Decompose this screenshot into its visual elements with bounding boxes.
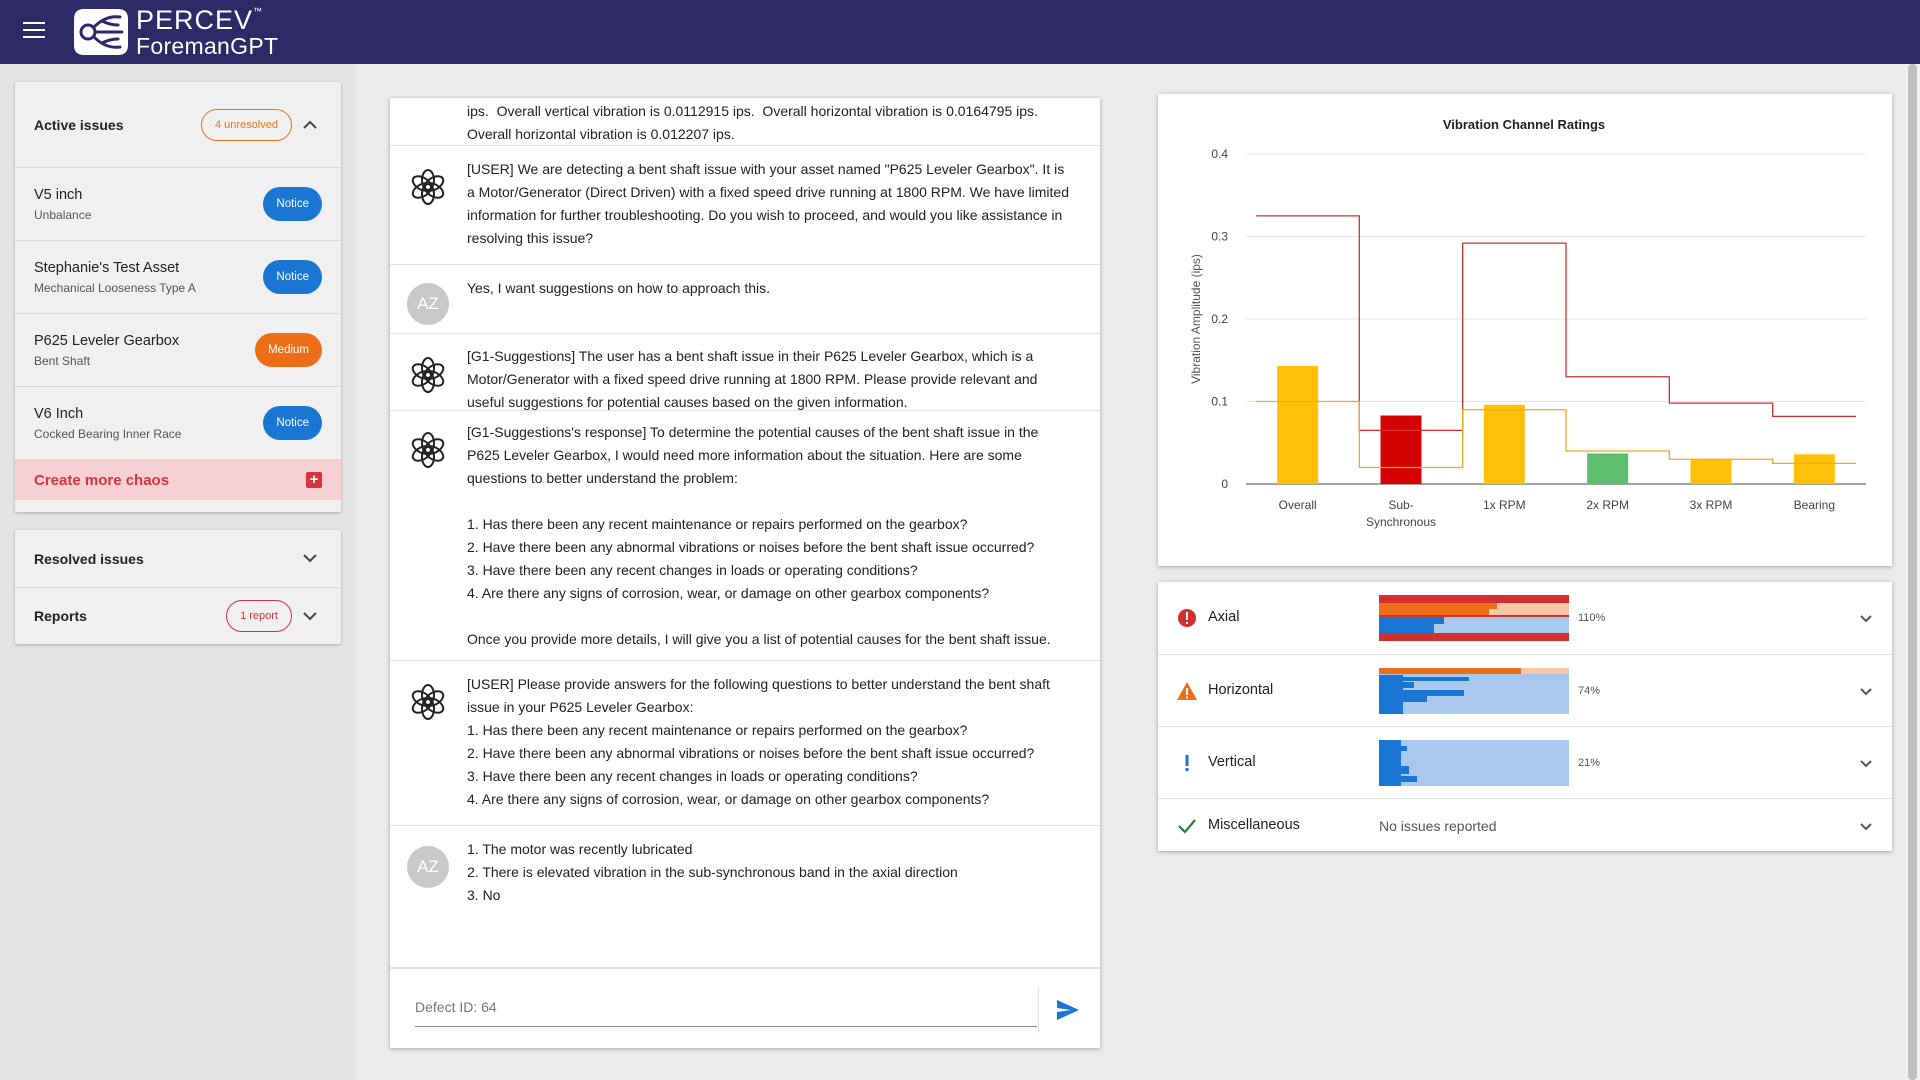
- create-more-chaos-label: Create more chaos: [34, 471, 170, 489]
- user-avatar: AZ: [407, 846, 449, 888]
- x-tick-label: 3x RPM: [1689, 498, 1733, 512]
- x-tick-label: Overall: [1278, 498, 1317, 512]
- channel-name: Horizontal: [1208, 682, 1274, 698]
- assistant-message: [390, 334, 1100, 411]
- active-issues-panel: [15, 82, 341, 512]
- openai-logo-icon: [407, 681, 449, 723]
- y-tick-label: 0.3: [1211, 229, 1228, 244]
- hamburger-menu-icon[interactable]: [23, 22, 45, 38]
- top-app-bar: [0, 0, 1920, 64]
- product-name: ForemanGPT: [136, 32, 279, 59]
- send-button[interactable]: [1050, 995, 1086, 1025]
- issue-name: P625 Leveler Gearbox: [34, 332, 180, 349]
- y-tick-label: 0.1: [1211, 394, 1228, 409]
- warning-threshold-line: [1256, 402, 1856, 468]
- report-count-badge: 1 report: [226, 600, 292, 632]
- openai-logo-icon: [407, 166, 449, 208]
- warning-segment: [1379, 668, 1521, 674]
- unresolved-count-badge: 4 unresolved: [201, 109, 292, 141]
- chevron-down-icon[interactable]: [1854, 679, 1878, 703]
- chevron-down-icon[interactable]: [1854, 751, 1878, 775]
- active-issues-title: Active issues: [34, 116, 124, 133]
- issue-name: Stephanie's Test Asset: [34, 259, 180, 276]
- warning-segment: [1379, 603, 1497, 609]
- issue-item[interactable]: [15, 387, 341, 460]
- severity-badge: Notice: [263, 187, 322, 221]
- message-input-wrapper: [415, 989, 1037, 1027]
- notice-segment: [1379, 682, 1414, 688]
- message-list[interactable]: [390, 98, 1100, 968]
- logo-text: [136, 4, 279, 59]
- vibration-chart-card: [1158, 94, 1892, 566]
- message-input[interactable]: [415, 989, 1037, 1025]
- x-tick-label: Bearing: [1793, 498, 1836, 512]
- chevron-down-icon[interactable]: [298, 604, 322, 628]
- channel-severity-bar: [1379, 595, 1569, 641]
- message-text: [G1-Suggestions's response] To determine the potential causes of the bent shaft issue in the P625 Leveler Gearbox, I would need more information about the situation. Here are some questions to better understand the problem: 1. Has there been any recent maintenance or repairs performed on the gearbox? 2. Have there been any abnormal vibrations or noises before the bent shaft issue occurred? 3. Have there been any recent changes in loads or operating conditions? 4. Are there any signs of corrosion, wear, or damage on other gearbox components? Once you provide more details, I will give you a list of potential causes for the bent shaft issue.: [467, 424, 1051, 647]
- message-text: [USER] We are detecting a bent shaft issue with your asset named "P625 Leveler Gearbox". It is a Motor/Generator (Direct Driven) with a fixed speed drive running at 1800 RPM. We have limited information for further troubleshooting. Do you wish to proceed, and would you like assistance in resolving this issue?: [467, 161, 1073, 246]
- app-logo[interactable]: [72, 5, 278, 59]
- assistant-message: [390, 661, 1100, 826]
- channel-name: Vertical: [1208, 754, 1256, 770]
- issue-fault: Unbalance: [34, 207, 92, 222]
- send-icon: [1056, 999, 1080, 1021]
- bar-3: [1587, 453, 1628, 484]
- bar-2: [1484, 405, 1525, 484]
- severity-badge: Notice: [263, 260, 322, 294]
- chevron-down-icon[interactable]: [1854, 814, 1878, 838]
- x-tick-label: Synchronous: [1365, 515, 1437, 529]
- brand-name: PERCEV: [136, 4, 254, 35]
- y-tick-label: 0.4: [1211, 147, 1228, 161]
- reports-title: Reports: [34, 608, 87, 624]
- severity-badge: Medium: [255, 333, 322, 367]
- chevron-down-icon[interactable]: [1854, 606, 1878, 630]
- channel-note: No issues reported: [1379, 817, 1497, 834]
- y-tick-label: 0: [1221, 477, 1228, 491]
- message-text: 1. The motor was recently lubricated 2. There is elevated vibration in the sub-synchronous band in the axial direction 3. No: [467, 841, 958, 903]
- channel-row-vertical[interactable]: [1158, 726, 1892, 798]
- bar-4: [1691, 459, 1732, 484]
- issue-item[interactable]: [15, 314, 341, 387]
- notice-segment: [1379, 756, 1399, 764]
- message-text: [USER] Please provide answers for the following questions to better understand the bent shaft issue in your P625 Leveler Gearbox: 1. Has there been any recent maintenance or repairs performed on the gearbox? 2. Have there been any abnormal vibrations or noises before the bent shaft issue occurred? 3. Have there been any recent changes in loads or operating conditions? 4. Are there any signs of corrosion, wear, or damage on other gearbox components?: [467, 676, 1050, 807]
- create-more-chaos-button[interactable]: [15, 460, 341, 500]
- exclamation-icon: [1176, 752, 1198, 774]
- sidebar: [0, 64, 356, 1080]
- issue-fault: Cocked Bearing Inner Race: [34, 426, 182, 441]
- plus-icon: +: [306, 472, 322, 488]
- issue-fault: Mechanical Looseness Type A: [34, 280, 196, 295]
- percev-logo-icon: [72, 5, 130, 59]
- notice-segment: [1379, 766, 1409, 774]
- warning-segment: [1379, 609, 1489, 615]
- reports-header[interactable]: [15, 587, 341, 644]
- chart-title: Vibration Channel Ratings: [1442, 117, 1606, 132]
- alarm-threshold-line: [1256, 216, 1856, 431]
- notice-segment: [1379, 617, 1444, 624]
- message-text: Yes, I want suggestions on how to approach this.: [467, 280, 771, 296]
- channel-severity-bar: [1379, 668, 1569, 714]
- resolved-reports-panel: [15, 530, 341, 644]
- notice-segment: [1379, 690, 1464, 696]
- bar-0: [1277, 366, 1318, 484]
- vibration-channel-ratings-chart: [1158, 94, 1892, 566]
- x-tick-label: 2x RPM: [1586, 498, 1630, 512]
- channel-percent: 21%: [1578, 757, 1601, 769]
- assistant-message: [390, 411, 1100, 661]
- issue-item[interactable]: [15, 168, 341, 241]
- bar-5: [1794, 454, 1835, 484]
- scrollbar-thumb[interactable]: [1908, 64, 1917, 1080]
- notice-segment: [1379, 746, 1407, 751]
- notice-segment: [1379, 677, 1469, 681]
- channel-name: Miscellaneous: [1208, 816, 1300, 833]
- notice-segment: [1379, 624, 1434, 633]
- vibration-channels-list: [1158, 582, 1892, 851]
- message-text: ips. Overall vertical vibration is 0.0112915 ips. Overall horizontal vibration is 0.0164795 ips. Overall horizontal vibration is 0.012207 ips.: [467, 103, 1038, 142]
- openai-logo-icon: [407, 354, 449, 396]
- notice-segment: [1379, 776, 1417, 782]
- resolved-issues-header[interactable]: [15, 530, 341, 587]
- severity-badge: Notice: [263, 406, 322, 440]
- checkmark-icon: [1176, 815, 1198, 837]
- channel-severity-bar: [1379, 740, 1569, 786]
- chevron-down-icon[interactable]: [298, 547, 322, 571]
- chevron-up-icon[interactable]: [298, 113, 322, 137]
- message-text: [G1-Suggestions] The user has a bent shaft issue in their P625 Leveler Gearbox, which is a Motor/Generator with a fixed speed drive running at 1800 RPM. Please provide relevant and useful suggestions for potential causes based on the given information.: [467, 348, 1042, 410]
- chat-input-row: [390, 968, 1100, 1048]
- trademark: ™: [253, 5, 264, 16]
- y-tick-label: 0.2: [1211, 312, 1228, 326]
- chat-panel: [390, 98, 1100, 1048]
- channel-row-horizontal[interactable]: [1158, 654, 1892, 726]
- user-message: [390, 826, 1100, 968]
- channel-name: Axial: [1208, 609, 1240, 625]
- message-fragment: [390, 98, 1100, 146]
- page-scrollbar[interactable]: [1905, 64, 1920, 1080]
- bar-1: [1381, 416, 1422, 484]
- channel-row-miscellaneous[interactable]: [1158, 798, 1892, 851]
- resolved-issues-title: Resolved issues: [34, 550, 144, 567]
- y-axis-label: Vibration Amplitude (ips): [1189, 254, 1203, 384]
- notice-segment: [1379, 696, 1427, 702]
- assistant-message: [390, 146, 1100, 265]
- x-tick-label: 1x RPM: [1482, 498, 1526, 512]
- issue-name: V5 inch: [34, 186, 83, 203]
- issue-item[interactable]: [15, 241, 341, 314]
- divider: [1038, 987, 1039, 1033]
- warning-triangle-icon: [1176, 680, 1198, 702]
- channel-percent: 74%: [1578, 685, 1601, 697]
- channel-percent: 110%: [1578, 612, 1606, 624]
- x-tick-label: Sub-: [1388, 498, 1414, 512]
- error-circle-icon: [1176, 607, 1198, 629]
- channel-row-axial[interactable]: [1158, 582, 1892, 654]
- issue-fault: Bent Shaft: [34, 353, 91, 368]
- user-avatar: AZ: [407, 283, 449, 325]
- issue-name: V6 Inch: [34, 405, 84, 422]
- active-issues-header[interactable]: [15, 82, 341, 168]
- openai-logo-icon: [407, 429, 449, 471]
- user-message: [390, 265, 1100, 334]
